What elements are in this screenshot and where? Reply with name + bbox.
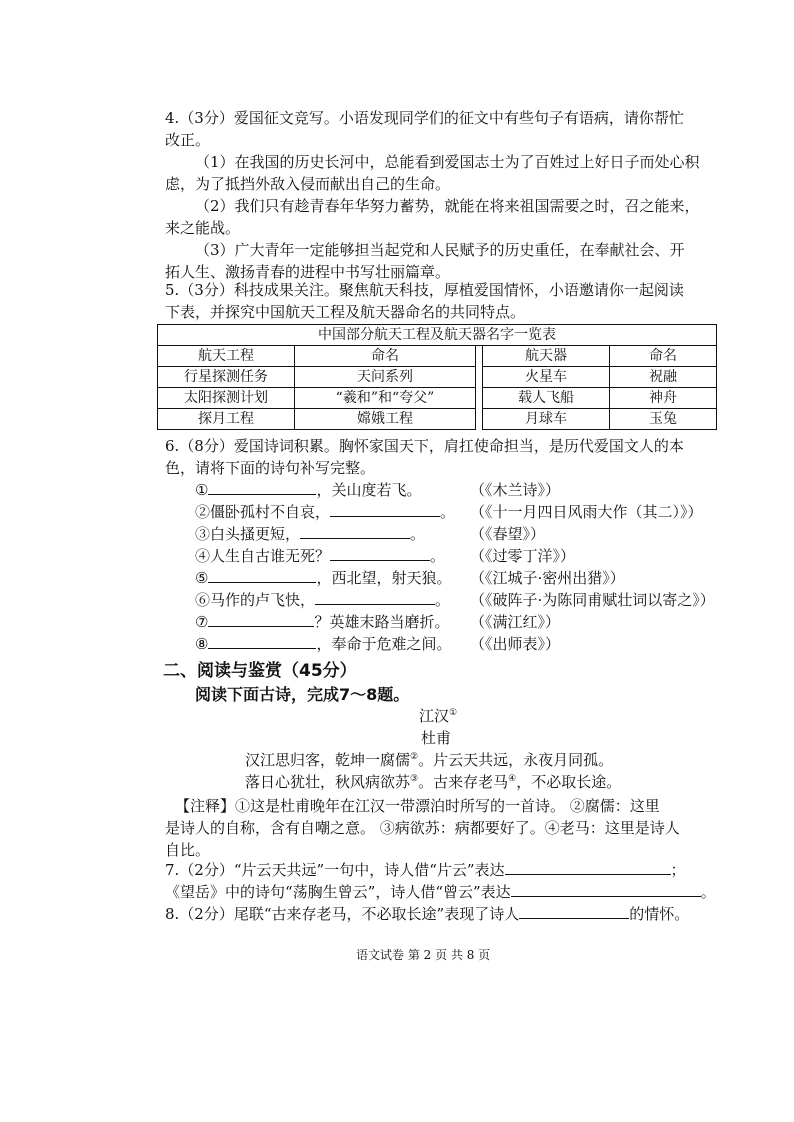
q8-line1: [165, 904, 689, 924]
aerospace-table: [157, 324, 717, 430]
answer-blank[interactable]: [511, 882, 701, 897]
answer-blank[interactable]: [330, 546, 430, 561]
poem-fill-item-7: [195, 612, 449, 632]
item-post: ，西北望，射天狼。: [316, 569, 452, 587]
item-pre: 人生自古谁无死？: [210, 547, 331, 565]
item-source: （《江城子·密州出猎》）: [470, 569, 625, 587]
poem-fill-item-2: [195, 502, 455, 522]
table-cell: 载人飞船: [483, 388, 610, 409]
table-row: [158, 409, 717, 430]
q4-stem-line1: 4.（3分）爱国征文竞写。小语发现同学们的征文中有些句子有语病，请你帮忙: [165, 109, 684, 127]
table-divider: [476, 367, 483, 388]
table-divider: [476, 346, 483, 367]
notes-line1: 【注释】①这是杜甫晚年在江汉一带漂泊时所写的一首诗。 ②腐儒：这里: [175, 797, 660, 815]
item-source: （《春望》）: [470, 525, 546, 543]
item-post: 。: [410, 525, 426, 543]
item-number: ③: [195, 525, 211, 543]
item-post: 。: [440, 503, 456, 521]
page-footer: 语文试卷 第 2 页 共 8 页: [356, 948, 491, 962]
q4-sentence3-line2: 拓人生、激扬青春的进程中书写壮丽篇章。: [165, 263, 451, 281]
item-number: ②: [195, 503, 211, 521]
poem-fill-item-3: [195, 524, 425, 544]
item-source: （《满江红》）: [470, 613, 561, 631]
item-source: （《十一月四日风雨大作（其二）》）: [470, 503, 703, 521]
q4-sentence2-line1: （2）我们只有趁青春年华努力蓄势，就能在将来祖国需要之时，召之能来，: [195, 197, 700, 215]
item-source: （《破阵子·为陈同甫赋壮词以寄之》）: [470, 591, 715, 609]
q4-stem-line2: 改正。: [165, 131, 211, 149]
q7-line2: [165, 882, 716, 902]
answer-blank[interactable]: [208, 612, 314, 627]
table-title-row: [158, 325, 717, 346]
poem-fill-item-1: [195, 480, 421, 500]
table-header-row: [158, 346, 717, 367]
notes-line3: 自比。: [165, 841, 211, 859]
q8-text: 8.（2分）尾联“古来存老马，不必取长途”表现了诗人: [165, 905, 520, 923]
table-divider: [476, 388, 483, 409]
table-header: 航天器: [483, 346, 610, 367]
table-title: 中国部分航天工程及航天器名字一览表: [158, 325, 717, 346]
table-cell: 玉兔: [610, 409, 717, 430]
table-cell: 天问系列: [295, 367, 476, 388]
answer-blank[interactable]: [300, 524, 410, 539]
footnote-mark: ③: [410, 774, 419, 784]
poem-author: 杜甫: [421, 729, 452, 747]
poem-text: ，不必取长途。: [516, 773, 622, 791]
table-header: 命名: [295, 346, 476, 367]
item-post: 。: [430, 547, 446, 565]
poem-fill-item-4: [195, 546, 445, 566]
table-cell: 月球车: [483, 409, 610, 430]
item-post: ，关山度若飞。: [316, 481, 422, 499]
item-number: ①: [195, 481, 209, 499]
poem-fill-item-8: [195, 634, 451, 654]
item-number: ⑧: [195, 635, 209, 653]
item-number: ⑦: [195, 613, 209, 631]
table-cell: 嫦娥工程: [295, 409, 476, 430]
item-post: 。: [435, 591, 451, 609]
poem-title-text: 江汉: [419, 707, 450, 725]
table-divider: [476, 409, 483, 430]
poem-text: 。片云天共远，永夜月同孤。: [418, 751, 614, 769]
item-number: ⑤: [195, 569, 209, 587]
q7-text: ；: [670, 861, 686, 879]
answer-blank[interactable]: [330, 502, 440, 517]
notes-line2: 是诗人的自称，含有自嘲之意。 ③病欲苏：病都要好了。④老马：这里是诗人: [165, 819, 680, 837]
q6-stem-line2: 色，请将下面的诗句补写完整。: [165, 459, 376, 477]
footnote-mark: ②: [410, 752, 419, 762]
item-post: ？英雄末路当磨折。: [314, 613, 450, 631]
q4-sentence3-line1: （3）广大青年一定能够担当起党和人民赋予的历史重任，在奉献社会、开: [195, 241, 685, 259]
table-row: [158, 367, 717, 388]
q7-text: 《望岳》中的诗句“荡胸生曾云”，诗人借“曾云”表达: [165, 883, 511, 901]
poem-fill-item-6: [195, 590, 450, 610]
item-pre: 马作的卢飞快，: [210, 591, 316, 609]
poem-line-2: [245, 772, 621, 792]
item-source: （《木兰诗》）: [470, 481, 561, 499]
table-cell: 太阳探测计划: [158, 388, 295, 409]
section-intro: 阅读下面古诗，完成7～8题。: [195, 685, 410, 704]
q4-sentence2-line2: 来之能战。: [165, 219, 241, 237]
q7-text: 。: [700, 883, 716, 901]
answer-blank[interactable]: [505, 860, 671, 875]
item-post: ，奉命于危难之间。: [316, 635, 452, 653]
item-source: （《过零丁洋》）: [470, 547, 576, 565]
item-pre: 白头搔更短，: [210, 525, 301, 543]
poem-text: 。古来存老马: [418, 773, 509, 791]
item-number: ④: [195, 547, 211, 565]
q5-stem-line1: 5.（3分）科技成果关注。聚焦航天科技，厚植爱国情怀，小语邀请你一起阅读: [165, 281, 684, 299]
poem-title: [419, 706, 457, 726]
answer-blank[interactable]: [519, 904, 629, 919]
poem-line-1: [245, 750, 613, 770]
q6-stem-line1: 6.（8分）爱国诗词积累。胸怀家国天下，肩扛使命担当，是历代爱国文人的本: [165, 437, 684, 455]
table-header: 航天工程: [158, 346, 295, 367]
q7-text: 7.（2分）“片云天共远”一句中，诗人借“片云”表达: [165, 861, 505, 879]
q5-stem-line2: 下表，并探究中国航天工程及航天器命名的共同特点。: [165, 303, 526, 321]
table-cell: 行星探测任务: [158, 367, 295, 388]
table-cell: 火星车: [483, 367, 610, 388]
q7-line1: [165, 860, 686, 880]
poem-text: 汉江思归客，乾坤一腐儒: [245, 751, 411, 769]
footnote-mark: ④: [508, 774, 517, 784]
q4-sentence1-line2: 虑，为了抵挡外敌入侵而献出自己的生命。: [165, 175, 451, 193]
poem-fill-item-5: [195, 568, 451, 588]
answer-blank[interactable]: [315, 590, 435, 605]
item-number: ⑥: [195, 591, 211, 609]
section-title: 二、阅读与鉴赏（45分）: [163, 661, 357, 681]
q4-sentence1-line1: （1）在我国的历史长河中，总能看到爱国志士为了百姓过上好日子而处心积: [195, 153, 700, 171]
table-cell: 神舟: [610, 388, 717, 409]
table-cell: 祝融: [610, 367, 717, 388]
poem-text: 落日心犹壮，秋风病欲苏: [245, 773, 411, 791]
answer-blank[interactable]: [208, 480, 316, 495]
item-pre: 僵卧孤村不自哀，: [210, 503, 331, 521]
table-cell: 探月工程: [158, 409, 295, 430]
item-source: （《出师表》）: [470, 635, 561, 653]
q8-text: 的情怀。: [629, 905, 690, 923]
table-row: [158, 388, 717, 409]
table-cell: “羲和”和“夸父”: [295, 388, 476, 409]
table-header: 命名: [610, 346, 717, 367]
footnote-mark: ①: [449, 708, 458, 718]
answer-blank[interactable]: [208, 568, 316, 583]
answer-blank[interactable]: [208, 634, 316, 649]
